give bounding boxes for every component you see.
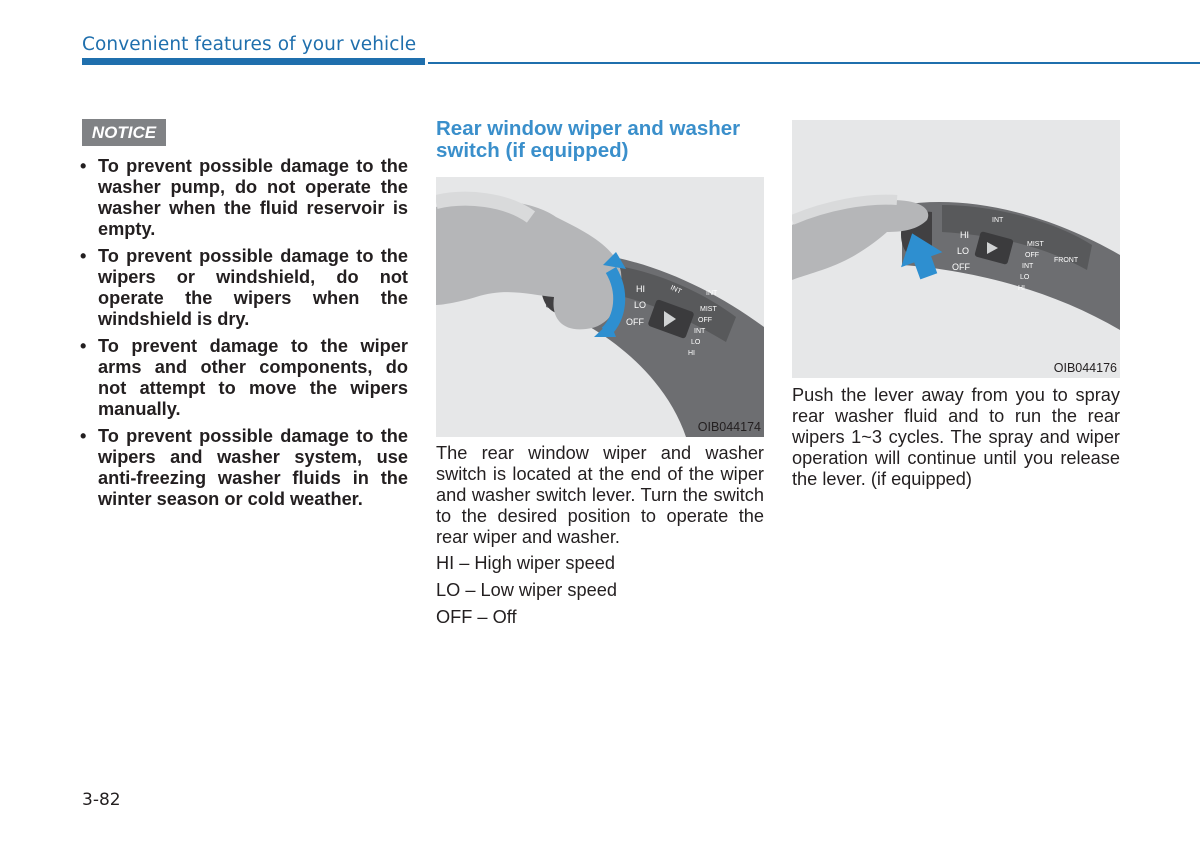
lever-label-mist: MIST [700, 306, 717, 313]
lever-label-int-2: INT [1022, 263, 1034, 270]
lever-label-hi-2: HI [688, 350, 695, 357]
figure-code: OIB044176 [1053, 361, 1117, 375]
header-rule-thick [82, 58, 425, 65]
figure-rotate-switch [436, 177, 764, 437]
wiper-lever-push-illustration [792, 120, 1120, 378]
lever-label-int: INT [669, 284, 683, 296]
lever-label-off: OFF [952, 262, 970, 272]
lever-label-lo-2: LO [1020, 274, 1030, 281]
notice-item: • To prevent damage to the wiper arms and other components, do not attempt to move the wipers manually. [80, 336, 408, 420]
lever-label-off-2: OFF [698, 317, 712, 324]
lever-label-front: FRONT [1054, 257, 1079, 264]
lever-label-hi: HI [636, 284, 645, 294]
lever-label-off: OFF [626, 317, 644, 327]
mode-lo: LO – Low wiper speed [436, 580, 617, 600]
running-header: Convenient features of your vehicle [82, 34, 417, 55]
lever-label-lo-2: LO [691, 339, 701, 346]
notice-item: • To prevent possible damage to the wipers and washer system, use anti-freezing washer fluids in the winter season or cold weather. [80, 426, 408, 510]
lever-label-lo: LO [957, 246, 970, 256]
figure-push-lever [792, 120, 1120, 378]
lever-label-hi-2: HI [1018, 285, 1025, 292]
notice-list [80, 156, 408, 516]
lever-label-int-2: INT [706, 290, 718, 297]
mode-hi: HI – High wiper speed [436, 553, 615, 573]
lever-label-lo: LO [634, 300, 647, 310]
lever-label-int-3: INT [694, 328, 706, 335]
section-title: Rear window wiper and washer switch (if equipped) [436, 117, 741, 162]
lever-label-off-2: OFF [1025, 252, 1039, 259]
lever-label-int: INT [992, 217, 1004, 224]
lever-label-hi: HI [960, 230, 969, 240]
wiper-lever-illustration [436, 177, 764, 437]
notice-item: • To prevent possible damage to the washer pump, do not operate the washer when the fluid reservoir is empty. [80, 156, 408, 240]
header-rule-thin [428, 62, 1200, 64]
notice-item: • To prevent possible damage to the wipers or windshield, do not operate the wipers when the windshield is dry. [80, 246, 408, 330]
switch-description: The rear window wiper and washer switch is located at the end of the wiper and washer switch lever. Turn the switch to the desired position to operate the rear wiper and washer. [436, 443, 764, 547]
push-lever-description: Push the lever away from you to spray rear washer fluid and to run the rear wipers 1~3 cycles. The spray and wiper operation will continue until you release the lever. (if equipped) [792, 385, 1120, 489]
lever-label-mist: MIST [1027, 241, 1044, 248]
figure-code: OIB044174 [697, 420, 761, 434]
notice-badge: NOTICE [82, 119, 166, 146]
page-number: 3-82 [82, 790, 121, 810]
mode-off: OFF – Off [436, 607, 517, 627]
